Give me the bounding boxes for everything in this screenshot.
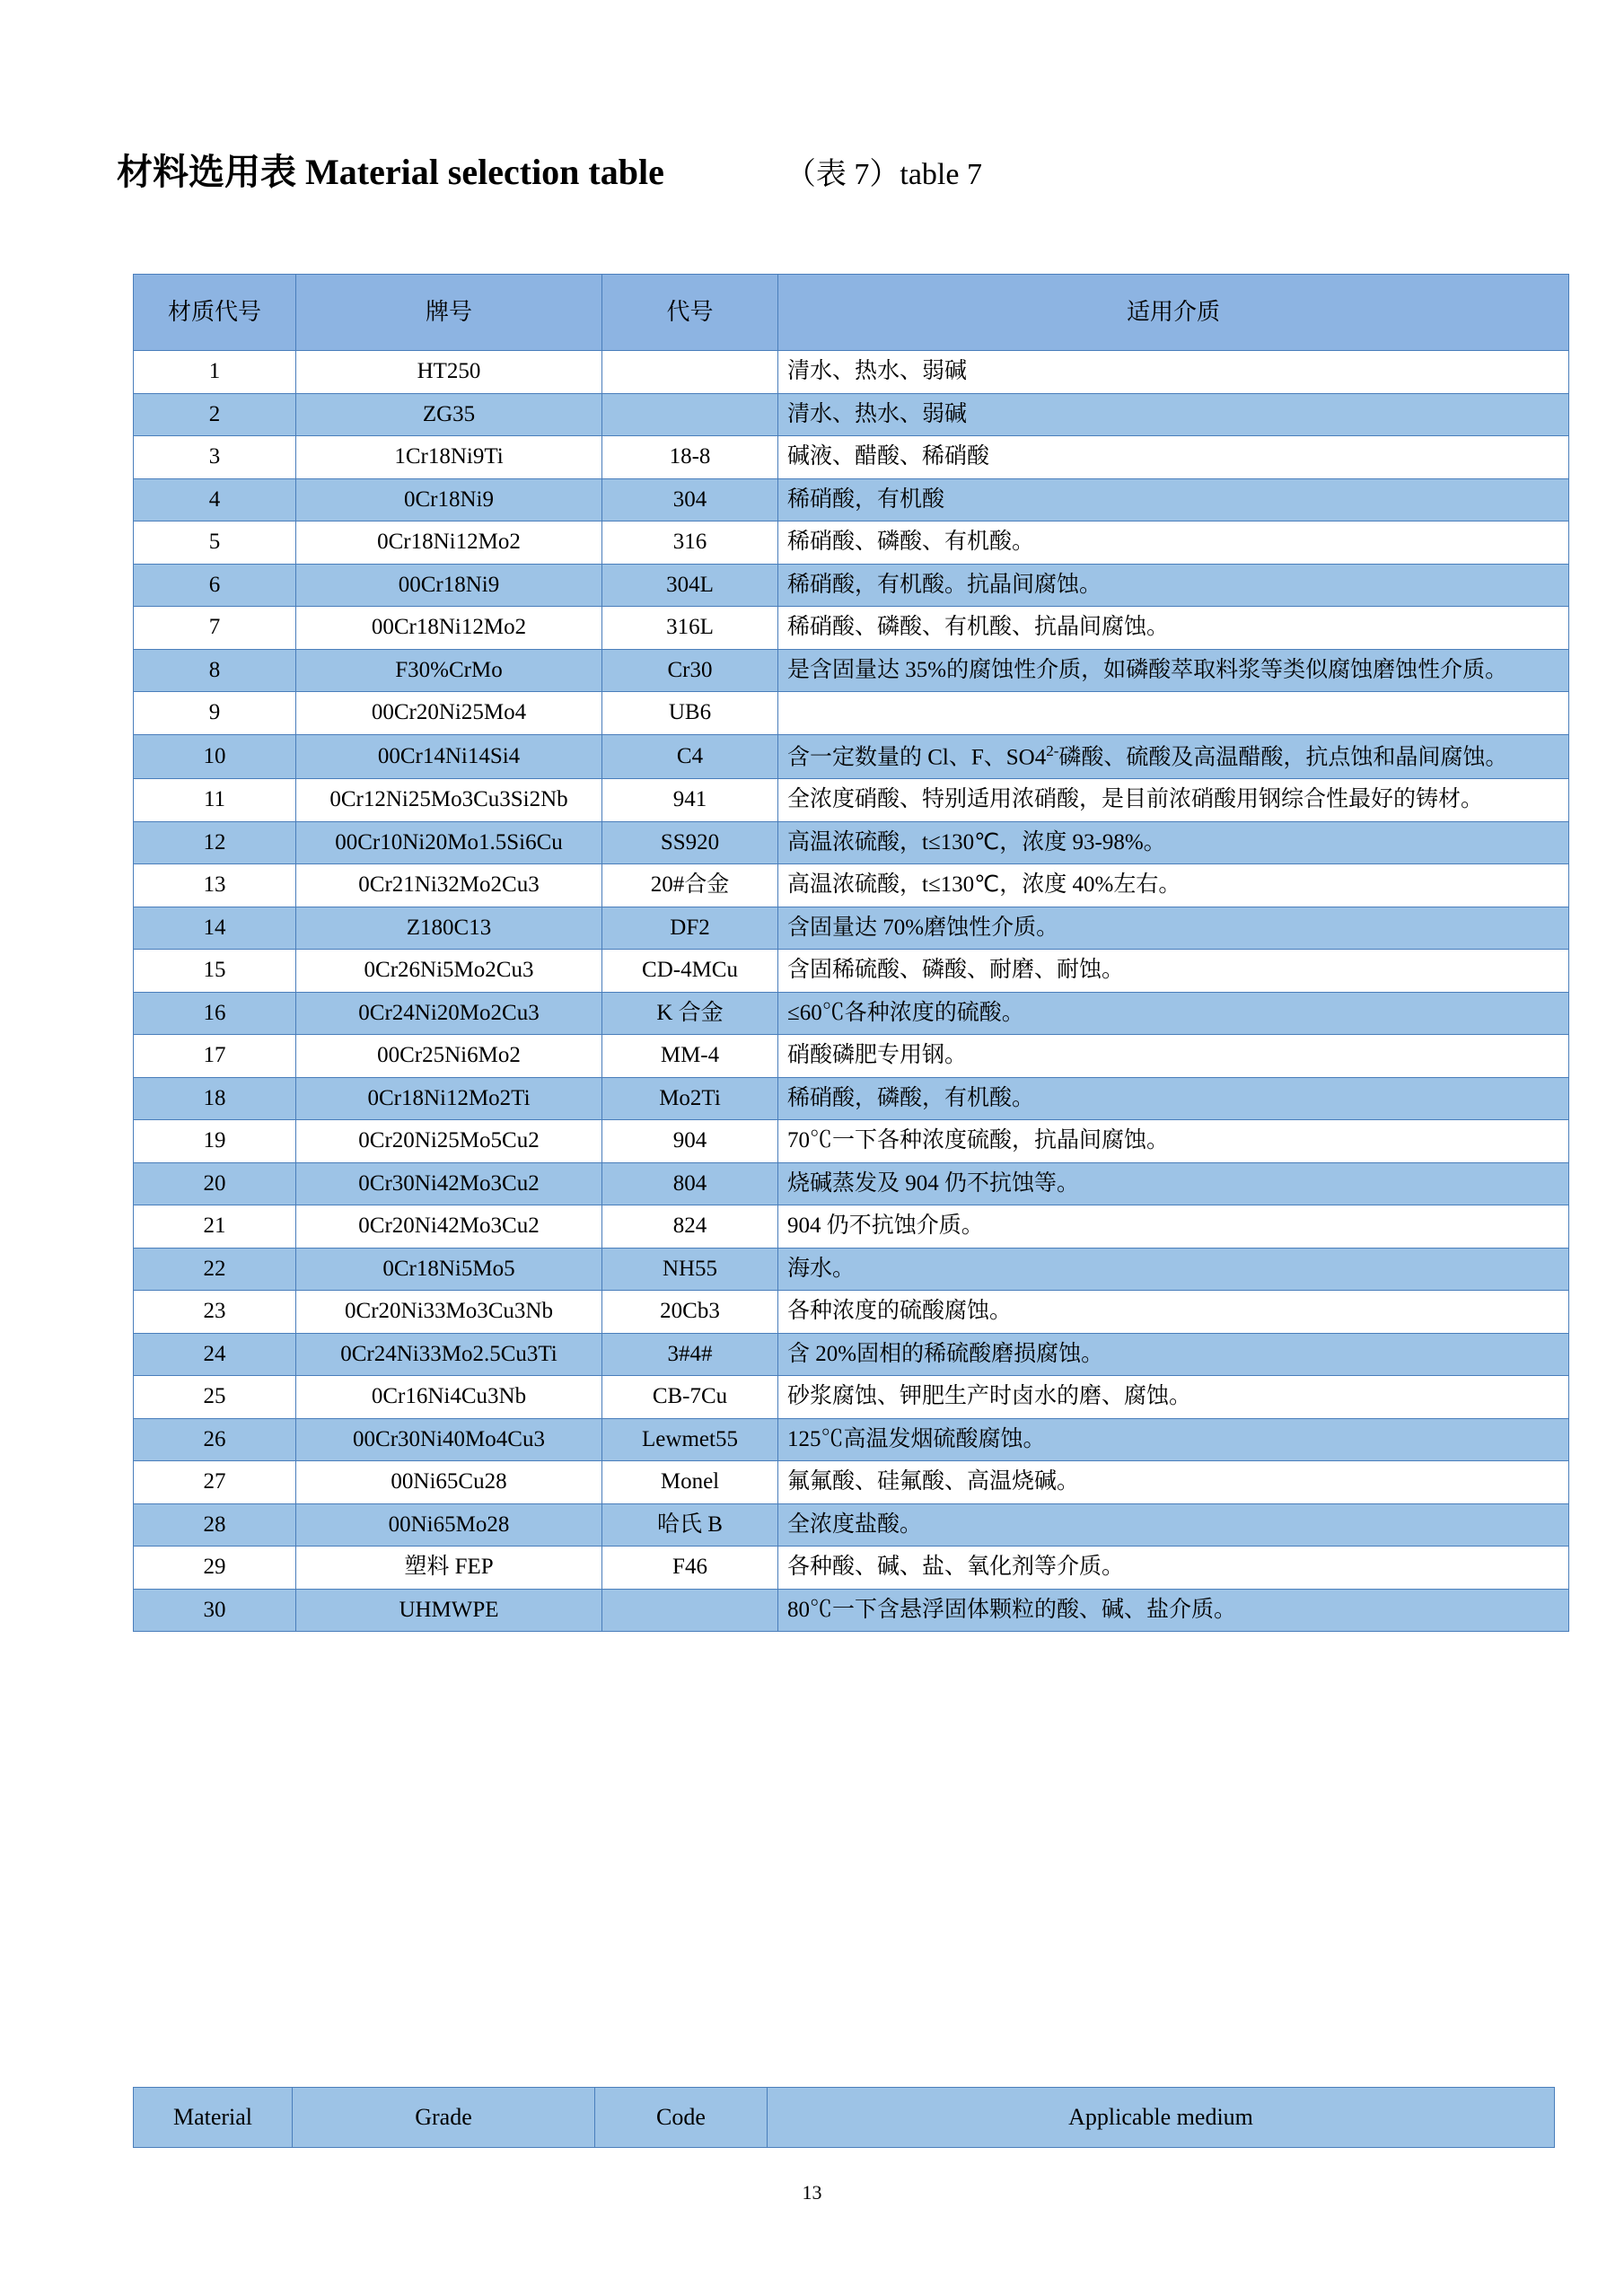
title-main-text: 材料选用表 Material selection table [117,152,664,192]
cell-code: 941 [602,779,778,822]
cell-grade: 0Cr24Ni33Mo2.5Cu3Ti [296,1333,602,1376]
cell-medium: 含一定数量的 Cl、F、$SO4^{2-}$磷酸、硫酸及高温醋酸，抗点蚀和晶间腐蚀。 [778,734,1569,779]
cell-medium: 稀硝酸，磷酸，有机酸。 [778,1077,1569,1120]
cell-medium: 各种酸、碱、盐、氧化剂等介质。 [778,1547,1569,1590]
cell-code: 哈氏 B [602,1503,778,1547]
table-row [134,821,1569,864]
cell-grade: 00Ni65Mo28 [296,1503,602,1547]
cell-material-code: 1 [134,351,296,394]
cell-medium: 稀硝酸、磷酸、有机酸、抗晶间腐蚀。 [778,607,1569,650]
cell-grade: 0Cr18Ni12Mo2 [296,521,602,565]
cell-code: 824 [602,1205,778,1249]
table-row [134,1376,1569,1419]
cell-material-code: 21 [134,1205,296,1249]
cell-material-code: 7 [134,607,296,650]
cell-material-code: 27 [134,1461,296,1504]
cell-code: MM-4 [602,1035,778,1078]
cell-code: 804 [602,1162,778,1205]
cell-medium: 各种浓度的硫酸腐蚀。 [778,1291,1569,1334]
table-row [134,1248,1569,1291]
cell-medium: 砂浆腐蚀、钾肥生产时卤水的磨、腐蚀。 [778,1376,1569,1419]
cell-code: Lewmet55 [602,1418,778,1461]
cell-code: 18-8 [602,436,778,479]
cell-material-code: 9 [134,692,296,735]
cell-material-code: 23 [134,1291,296,1334]
cell-code: Cr30 [602,649,778,692]
cell-material-code: 24 [134,1333,296,1376]
cell-material-code: 6 [134,564,296,607]
cell-code: C4 [602,734,778,779]
cell-material-code: 18 [134,1077,296,1120]
table-row [134,950,1569,993]
cell-material-code: 22 [134,1248,296,1291]
cell-medium: 氟氟酸、硅氟酸、高温烧碱。 [778,1461,1569,1504]
cell-medium: 全浓度盐酸。 [778,1503,1569,1547]
footer-column-material: Material [134,2088,293,2148]
footer-header-row [134,2088,1555,2148]
cell-material-code: 26 [134,1418,296,1461]
table-row [134,1461,1569,1504]
table-row [134,478,1569,521]
cell-code: SS920 [602,821,778,864]
table-body [134,275,1569,1632]
cell-code: Mo2Ti [602,1077,778,1120]
footer-column-medium: Applicable medium [768,2088,1555,2148]
table-row [134,1333,1569,1376]
table-row [134,1120,1569,1163]
cell-medium: 含固稀硫酸、磷酸、耐磨、耐蚀。 [778,950,1569,993]
cell-grade: Z180C13 [296,907,602,950]
cell-medium: 80℃一下含悬浮固体颗粒的酸、碱、盐介质。 [778,1589,1569,1632]
cell-material-code: 13 [134,864,296,907]
cell-medium: 海水。 [778,1248,1569,1291]
table-row [134,1503,1569,1547]
footer-column-grade: Grade [293,2088,595,2148]
table-row [134,1035,1569,1078]
table-header-row [134,275,1569,351]
table-row [134,779,1569,822]
table-row [134,436,1569,479]
cell-code: 20Cb3 [602,1291,778,1334]
table-row [134,351,1569,394]
table-row [134,649,1569,692]
column-header-medium: 适用介质 [778,275,1569,351]
page-title [117,144,982,195]
cell-grade: 0Cr18Ni12Mo2Ti [296,1077,602,1120]
cell-grade: 0Cr18Ni9 [296,478,602,521]
cell-code: 304L [602,564,778,607]
table-row [134,564,1569,607]
cell-grade: 0Cr16Ni4Cu3Nb [296,1376,602,1419]
table-row [134,393,1569,436]
table-row [134,692,1569,735]
cell-grade: F30%CrMo [296,649,602,692]
cell-grade: 0Cr20Ni33Mo3Cu3Nb [296,1291,602,1334]
cell-medium: 烧碱蒸发及 904 仍不抗蚀等。 [778,1162,1569,1205]
cell-material-code: 28 [134,1503,296,1547]
cell-code: 316L [602,607,778,650]
cell-material-code: 16 [134,992,296,1035]
cell-material-code: 2 [134,393,296,436]
cell-grade: 00Cr30Ni40Mo4Cu3 [296,1418,602,1461]
table-row [134,1418,1569,1461]
cell-material-code: 17 [134,1035,296,1078]
cell-material-code: 30 [134,1589,296,1632]
cell-medium: 高温浓硫酸，t≤130℃，浓度 93-98%。 [778,821,1569,864]
cell-medium: 全浓度硝酸、特别适用浓硝酸，是目前浓硝酸用钢综合性最好的铸材。 [778,779,1569,822]
cell-code: 3#4# [602,1333,778,1376]
cell-grade: 0Cr20Ni42Mo3Cu2 [296,1205,602,1249]
cell-grade: 00Cr10Ni20Mo1.5Si6Cu [296,821,602,864]
cell-code [602,351,778,394]
column-header-grade: 牌号 [296,275,602,351]
cell-medium: 清水、热水、弱碱 [778,393,1569,436]
cell-grade: 0Cr20Ni25Mo5Cu2 [296,1120,602,1163]
material-selection-table-footer [133,2087,1555,2148]
cell-grade: 塑料 FEP [296,1547,602,1590]
footer-column-code: Code [595,2088,768,2148]
cell-medium: 125℃高温发烟硫酸腐蚀。 [778,1418,1569,1461]
cell-code: CD-4MCu [602,950,778,993]
cell-code [602,1589,778,1632]
page-number: 13 [802,2181,822,2204]
cell-code: 904 [602,1120,778,1163]
title-sub-text: （表 7）table 7 [785,158,982,191]
cell-material-code: 12 [134,821,296,864]
cell-material-code: 4 [134,478,296,521]
cell-medium: 稀硝酸，有机酸。抗晶间腐蚀。 [778,564,1569,607]
cell-medium: 稀硝酸、磷酸、有机酸。 [778,521,1569,565]
cell-grade: UHMWPE [296,1589,602,1632]
cell-code: K 合金 [602,992,778,1035]
cell-grade: 00Cr25Ni6Mo2 [296,1035,602,1078]
cell-code: NH55 [602,1248,778,1291]
table-row [134,864,1569,907]
table-row [134,1589,1569,1632]
cell-grade: ZG35 [296,393,602,436]
cell-medium: 稀硝酸，有机酸 [778,478,1569,521]
cell-grade: 0Cr24Ni20Mo2Cu3 [296,992,602,1035]
cell-code: CB-7Cu [602,1376,778,1419]
cell-material-code: 11 [134,779,296,822]
cell-grade: 0Cr18Ni5Mo5 [296,1248,602,1291]
cell-material-code: 29 [134,1547,296,1590]
cell-material-code: 25 [134,1376,296,1419]
cell-grade: 0Cr26Ni5Mo2Cu3 [296,950,602,993]
cell-medium: 70℃一下各种浓度硫酸，抗晶间腐蚀。 [778,1120,1569,1163]
cell-grade: 00Cr20Ni25Mo4 [296,692,602,735]
table-row [134,1077,1569,1120]
cell-material-code: 10 [134,734,296,779]
cell-medium: ≤60℃各种浓度的硫酸。 [778,992,1569,1035]
cell-medium: 904 仍不抗蚀介质。 [778,1205,1569,1249]
table-row [134,607,1569,650]
column-header-code: 代号 [602,275,778,351]
cell-medium: 碱液、醋酸、稀硝酸 [778,436,1569,479]
table-row [134,907,1569,950]
cell-material-code: 15 [134,950,296,993]
cell-grade: 00Cr18Ni12Mo2 [296,607,602,650]
cell-grade: 0Cr12Ni25Mo3Cu3Si2Nb [296,779,602,822]
cell-material-code: 14 [134,907,296,950]
cell-medium: 硝酸磷肥专用钢。 [778,1035,1569,1078]
table-row [134,992,1569,1035]
cell-grade: 0Cr30Ni42Mo3Cu2 [296,1162,602,1205]
table-row [134,1547,1569,1590]
cell-code: F46 [602,1547,778,1590]
cell-material-code: 5 [134,521,296,565]
cell-code: 20#合金 [602,864,778,907]
cell-code: 316 [602,521,778,565]
cell-grade: 1Cr18Ni9Ti [296,436,602,479]
cell-medium [778,692,1569,735]
table-row [134,521,1569,565]
table-row [134,1162,1569,1205]
cell-grade: 00Cr14Ni14Si4 [296,734,602,779]
cell-grade: HT250 [296,351,602,394]
cell-medium: 高温浓硫酸，t≤130℃，浓度 40%左右。 [778,864,1569,907]
cell-material-code: 20 [134,1162,296,1205]
table-row [134,1205,1569,1249]
cell-material-code: 3 [134,436,296,479]
column-header-material: 材质代号 [134,275,296,351]
cell-medium: 含固量达 70%磨蚀性介质。 [778,907,1569,950]
cell-medium: 清水、热水、弱碱 [778,351,1569,394]
material-selection-table [133,274,1569,1632]
cell-code: DF2 [602,907,778,950]
cell-medium: 是含固量达 35%的腐蚀性介质，如磷酸萃取料浆等类似腐蚀磨蚀性介质。 [778,649,1569,692]
cell-grade: 00Ni65Cu28 [296,1461,602,1504]
table-row [134,734,1569,779]
table-row [134,1291,1569,1334]
cell-medium: 含 20%固相的稀硫酸磨损腐蚀。 [778,1333,1569,1376]
cell-material-code: 8 [134,649,296,692]
cell-code: Monel [602,1461,778,1504]
cell-grade: 00Cr18Ni9 [296,564,602,607]
cell-grade: 0Cr21Ni32Mo2Cu3 [296,864,602,907]
cell-material-code: 19 [134,1120,296,1163]
cell-code [602,393,778,436]
cell-code: UB6 [602,692,778,735]
cell-code: 304 [602,478,778,521]
